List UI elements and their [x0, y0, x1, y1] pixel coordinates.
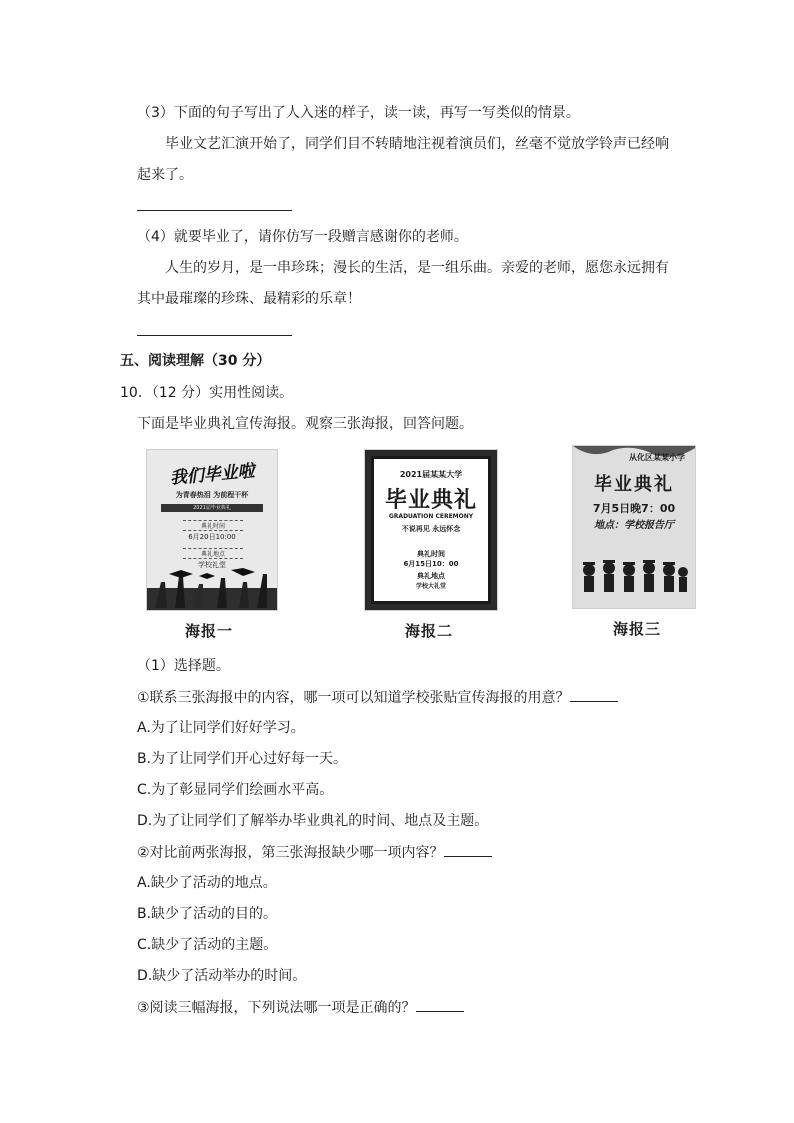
- poster-two-title: 毕业典礼: [384, 488, 477, 513]
- sub1-q2-option-d: D.缺少了活动举办的时间。: [137, 968, 307, 984]
- poster-two-frame: [371, 456, 491, 604]
- q3-example-line1: 毕业文艺汇演开始了，同学们目不转睛地注视着演员们，丝毫不觉放学铃声已经响: [165, 136, 669, 152]
- poster-one-time: 6月20日10:00: [188, 533, 236, 541]
- q4-example-line2: 其中最璀璨的珍珠、最精彩的乐章！: [137, 291, 361, 307]
- poster-one-title: 我们毕业啦: [169, 461, 256, 489]
- q3-example-line2: 起来了。: [137, 167, 193, 183]
- sub1-q2-option-c: C.缺少了活动的主题。: [137, 937, 278, 953]
- q3-answer-line[interactable]: [137, 210, 292, 211]
- poster-one-subtitle: 为青春热泪 为前程干杯: [175, 491, 249, 499]
- poster-three-school: 从化区某某小学: [629, 453, 685, 462]
- poster-three: [572, 445, 696, 609]
- poster-one-caption: 海报一: [185, 622, 234, 640]
- sub1-q2-option-b: B.缺少了活动的目的。: [137, 906, 278, 922]
- poster-two-time: 6月15日10：00: [403, 560, 459, 568]
- sub1-q3-text: ③阅读三幅海报，下列说法哪一项是正确的？: [137, 1000, 416, 1016]
- q10-header: 10．（12 分）实用性阅读。: [120, 385, 294, 401]
- poster-three-date: 7月5日晚7：00: [592, 502, 676, 515]
- poster-two-english: GRADUATION CEREMONY: [388, 513, 474, 520]
- graduate-children-illustration: [577, 556, 691, 602]
- q10-intro: 下面是毕业典礼宣传海报。观察三张海报，回答问题。: [137, 416, 473, 432]
- sub1-q2-blank[interactable]: [444, 842, 492, 857]
- poster-three-caption: 海报三: [613, 620, 662, 638]
- poster-one-place: 学校礼堂: [198, 561, 226, 569]
- section-heading: 五、阅读理解（30 分）: [120, 353, 271, 369]
- poster-two-time-label: 典礼时间: [417, 550, 445, 558]
- poster-two-slogan: 不说再见 永远怀念: [401, 525, 461, 533]
- sub1-q1-option-a: A.为了让同学们好好学习。: [137, 720, 305, 736]
- sub1-q3-blank[interactable]: [416, 997, 464, 1012]
- sub1-q1-blank[interactable]: [570, 687, 618, 702]
- poster-three-title: 毕业典礼: [594, 474, 674, 495]
- q4-answer-line[interactable]: [137, 335, 292, 336]
- sub1-q1-option-d: D.为了让同学们了解举办毕业典礼的时间、地点及主题。: [137, 813, 489, 829]
- sub1-q2: [137, 842, 492, 863]
- sub1-q1-option-b: B.为了让同学们开心过好每一天。: [137, 751, 348, 767]
- sub1-q3: [137, 997, 464, 1018]
- sub1-q1-text: ①联系三张海报中的内容，哪一项可以知道学校张贴宣传海报的用意？: [137, 690, 570, 706]
- sub1-q2-option-a: A.缺少了活动的地点。: [137, 875, 277, 891]
- poster-two-top: 2021届某某大学: [399, 470, 463, 479]
- poster-two-caption: 海报二: [405, 622, 454, 640]
- poster-two: [364, 449, 498, 611]
- poster-one: [146, 449, 278, 611]
- q4-prompt: （4）就要毕业了，请你仿写一段赠言感谢你的老师。: [137, 229, 468, 245]
- poster-one-strip: 2021届毕业典礼: [161, 504, 263, 512]
- poster-two-place: 学校大礼堂: [415, 583, 446, 590]
- poster-one-place-label: 典礼地点: [183, 548, 243, 559]
- q3-prompt: （3）下面的句子写出了人入迷的样子，读一读，再写一写类似的情景。: [137, 105, 580, 121]
- poster-two-place-label: 典礼地点: [417, 572, 445, 580]
- sub1-q1: [137, 687, 618, 708]
- sub1-q2-text: ②对比前两张海报，第三张海报缺少哪一项内容？: [137, 845, 444, 861]
- poster-one-time-label: 典礼时间: [183, 520, 243, 531]
- q4-example-line1: 人生的岁月，是一串珍珠；漫长的生活，是一组乐曲。亲爱的老师，愿您永远拥有: [165, 260, 669, 276]
- sub1-label: （1）选择题。: [137, 658, 230, 674]
- poster-three-place: 地点：学校报告厅: [594, 520, 674, 531]
- graduates-hands-illustration: [147, 568, 277, 610]
- sub1-q1-option-c: C.为了彰显同学们绘画水平高。: [137, 782, 334, 798]
